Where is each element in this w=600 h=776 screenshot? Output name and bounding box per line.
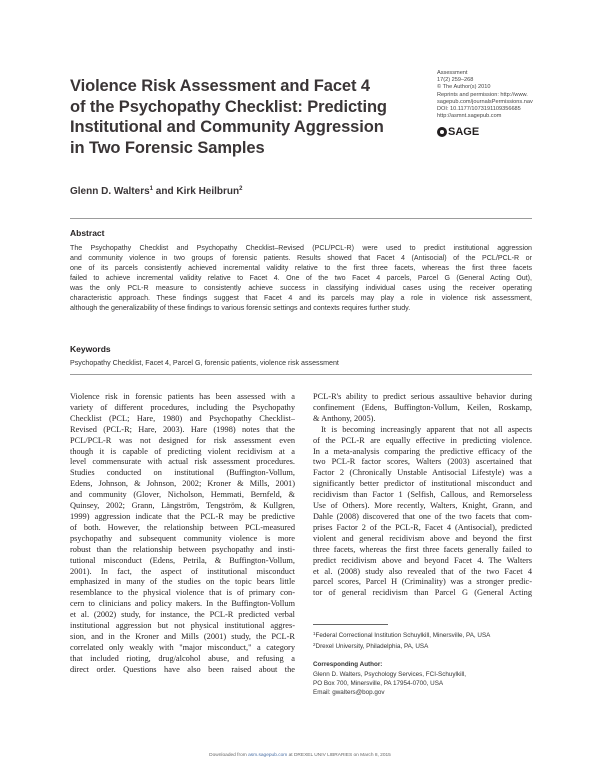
body-line: Edens, Johnson, & Johnson, 2002; Kroner & Mills, 2001) — [70, 479, 295, 489]
body-line: In a meta-analysis comparing the predictive efficacy of the — [313, 446, 532, 456]
author-name: Glenn D. Walters — [70, 186, 150, 197]
title-line: Institutional and Community Aggression — [70, 118, 384, 136]
author-separator: and — [153, 186, 177, 197]
title-line: in Two Forensic Samples — [70, 138, 265, 157]
abstract-heading: Abstract — [70, 228, 105, 238]
body-column-right — [313, 392, 532, 599]
keywords-text: Psychopathy Checklist, Facet 4, Parcel G, forensic patients, violence risk assessment — [70, 359, 339, 367]
affiliation-text: Drexel University, Philadelphia, PA, USA — [315, 643, 429, 651]
journal-volume: 17(2) 259–268 — [437, 77, 474, 84]
footnote-mark: 1 — [313, 631, 316, 636]
corresponding-author-line: Glenn D. Walters, Psychology Services, FCI-Schuylkill, — [313, 670, 467, 678]
footnote-divider — [313, 624, 388, 625]
body-line: tor of general recidivism than Parcel G (General Acting — [313, 588, 532, 598]
body-line: institutional aggression but not physical institutional aggres- — [70, 621, 295, 631]
body-line: emphasized in many of the studies on the topic bears little — [70, 577, 295, 587]
body-line: Dahle (2008) discovered that one of the two facets that com- — [313, 511, 532, 521]
corresponding-author-email[interactable]: Email: gwalters@bop.gov — [313, 689, 385, 697]
body-line: two PCL-R factor scores, Walters (2003) ascertained that — [313, 457, 532, 467]
divider — [70, 374, 532, 375]
body-line: direct order. Questions have also been raised about the — [70, 664, 295, 674]
body-line: significantly better predictor of institutional misconduct and — [313, 479, 532, 489]
journal-url[interactable]: http://asmnt.sagepub.com — [437, 113, 502, 120]
body-line: Factor 2 (Chronically Unstable Antisocial Lifestyle) was a — [313, 468, 532, 478]
body-line: et al. (2002) study, for instance, the PCL-R predicted verbal — [70, 610, 295, 620]
divider — [70, 218, 532, 219]
journal-copyright: © The Author(s) 2010 — [437, 84, 491, 91]
body-column-left — [70, 392, 295, 676]
body-line: Quinsey, 2002; Grann, Längström, Tengström, & Kullgren, — [70, 501, 295, 511]
body-line: parcel scores, Parcel H (Criminality) was a stronger predic- — [313, 577, 532, 587]
body-line: recidivism than Factor 1 (Selfish, Callous, and Remorseless — [313, 490, 532, 500]
abstract-line: The Psychopathy Checklist and Psychopathy Checklist–Revised (PCL/PCL-R) were used to predict institutional aggression — [70, 244, 532, 252]
body-line: Revised (PCL-R; Hare, 2003). Hare (1998) notes that the — [70, 424, 295, 434]
abstract-line: and community violence in two groups of forensic patients. Results showed that Facet 4 (Antisocial) of the PCL/PCL-R or — [70, 254, 532, 262]
body-line: level commensurate with actual risk assessment procedures. — [70, 457, 295, 467]
author-name: Kirk Heilbrun — [176, 186, 240, 197]
download-suffix: at DREXEL UNIV LIBRARIES on March 8, 2015 — [287, 753, 391, 758]
journal-permissions-link[interactable]: sagepub.com/journalsPermissions.nav — [437, 98, 533, 105]
body-line: Studies conducted on institutional (Buffington-Vollum, — [70, 468, 295, 478]
corresponding-author-line: PO Box 700, Minersville, PA 17954-0700, USA — [313, 679, 444, 687]
body-line: PCL/PCL-R was not designed for risk assessment even — [70, 435, 295, 445]
body-line: PCL-R's ability to predict serious assaultive behavior during — [313, 392, 532, 401]
body-line: robust than the relationship between psychopathy and insti- — [70, 544, 295, 554]
sage-logo-icon — [437, 127, 447, 137]
body-line: correlated only weakly with "major misconduct," a category — [70, 642, 295, 652]
authors — [70, 186, 242, 197]
body-line: of both. However, the relationship between PCL-measured — [70, 522, 295, 532]
body-line: though it is capable of predicting violent recidivism at a — [70, 446, 295, 456]
body-line: Checklist (PCL; Hare, 1980) and Psychopathy Checklist– — [70, 413, 295, 423]
abstract-line: although the generalizability of these findings to various forensic settings and contexts requires further study. — [70, 304, 411, 312]
body-line: prises Factor 2 of the PCL-R, Facet 4 (Antisocial), predicted — [313, 522, 532, 532]
body-line: predict recidivism above and beyond Facet 4. The Walters — [313, 555, 532, 565]
abstract-line: characteristic approach. These findings suggest that Facet 4 and its parcels may play a role in violence risk assessment, — [70, 294, 532, 302]
journal-info — [437, 70, 577, 120]
author-affil-mark: 2 — [239, 186, 243, 192]
body-line: 1999) aggression indicate that the PCL-R may be predictive — [70, 511, 295, 521]
sage-logo-text: SAGE — [448, 126, 480, 138]
body-line: variety of different procedures, including the Psychopathy — [70, 402, 295, 412]
affiliation-text: Federal Correctional Institution Schuylkill, Minersville, PA, USA — [315, 632, 491, 639]
sage-logo — [437, 126, 479, 138]
abstract-line: was the only PCL-R measure to consistently achieve success in classifying individual cases using the receiver operating — [70, 284, 532, 292]
journal-name: Assessment — [437, 70, 468, 76]
body-line: sion, and in the Kroner and Mills (2001) study, the PCL-R — [70, 631, 295, 641]
body-line: et al. (2008) study also revealed that of the two Facet 4 — [313, 566, 532, 576]
journal-reprints: Reprints and permission: http://www. — [437, 91, 528, 98]
body-line: that included rioting, drug/alcohol abuse, and refusing a — [70, 653, 295, 663]
download-prefix: Downloaded from — [209, 753, 249, 758]
abstract-line: failed to achieve incremental validity relative to Facet 4. One of the two Facet 4 parcels, Parcel G (General Acting Out), — [70, 274, 532, 282]
corresponding-author-heading: Corresponding Author: — [313, 661, 383, 669]
download-link[interactable]: asm.sagepub.com — [248, 753, 288, 758]
footnote-mark: 2 — [313, 642, 316, 648]
body-line: three facets, whereas the first three facets generally failed to — [313, 544, 532, 554]
body-line: Violence risk in forensic patients has been assessed with a — [70, 392, 295, 401]
body-line: of the PCL-R are equally effective in predicting violence. — [313, 435, 532, 445]
article-title — [70, 76, 420, 158]
title-line: of the Psychopathy Checklist: Predicting — [70, 97, 387, 116]
body-line: & Anthony, 2005). — [313, 413, 376, 423]
affiliation-footnote — [313, 629, 532, 640]
body-line: psychopathy and subsequent community violence is more — [70, 533, 295, 543]
body-line: and community (Glover, Nicholson, Hemmati, Bernfeld, & — [70, 490, 295, 500]
title-line: Violence Risk Assessment and Facet 4 — [70, 77, 370, 95]
body-line: tutional misconduct (Edens, Petrila, & Buffington-Vollum, — [70, 555, 295, 565]
abstract-line: one of its parcels consistently achieved incremental validity relative to the first three facets, whereas the first three facets — [70, 264, 532, 272]
keywords-heading: Keywords — [70, 344, 111, 354]
body-line: resemblance to the physical violence that is of primary con- — [70, 588, 295, 598]
body-line: cern to clinicians and policy makers. In the Buffington-Vollum — [70, 599, 295, 609]
author-affil-mark: 1 — [149, 186, 153, 192]
body-line: violent and general recidivism above and beyond the first — [313, 533, 532, 543]
body-line: Use of Others). More recently, Walters, Knight, Grann, and — [313, 501, 532, 511]
abstract-text — [70, 243, 532, 313]
body-line: confinement (Edens, Buffington-Vollum, Keilen, Roskamp, — [313, 402, 532, 412]
body-line: It is becoming increasingly apparent that not all aspects — [321, 424, 532, 434]
affiliation-footnote — [313, 640, 532, 651]
journal-doi[interactable]: DOI: 10.1177/1073191109356685 — [437, 106, 521, 113]
body-line: 2001). In fact, the aspect of institutional misconduct — [70, 566, 295, 576]
footnotes — [313, 629, 532, 697]
download-notice — [0, 753, 600, 758]
